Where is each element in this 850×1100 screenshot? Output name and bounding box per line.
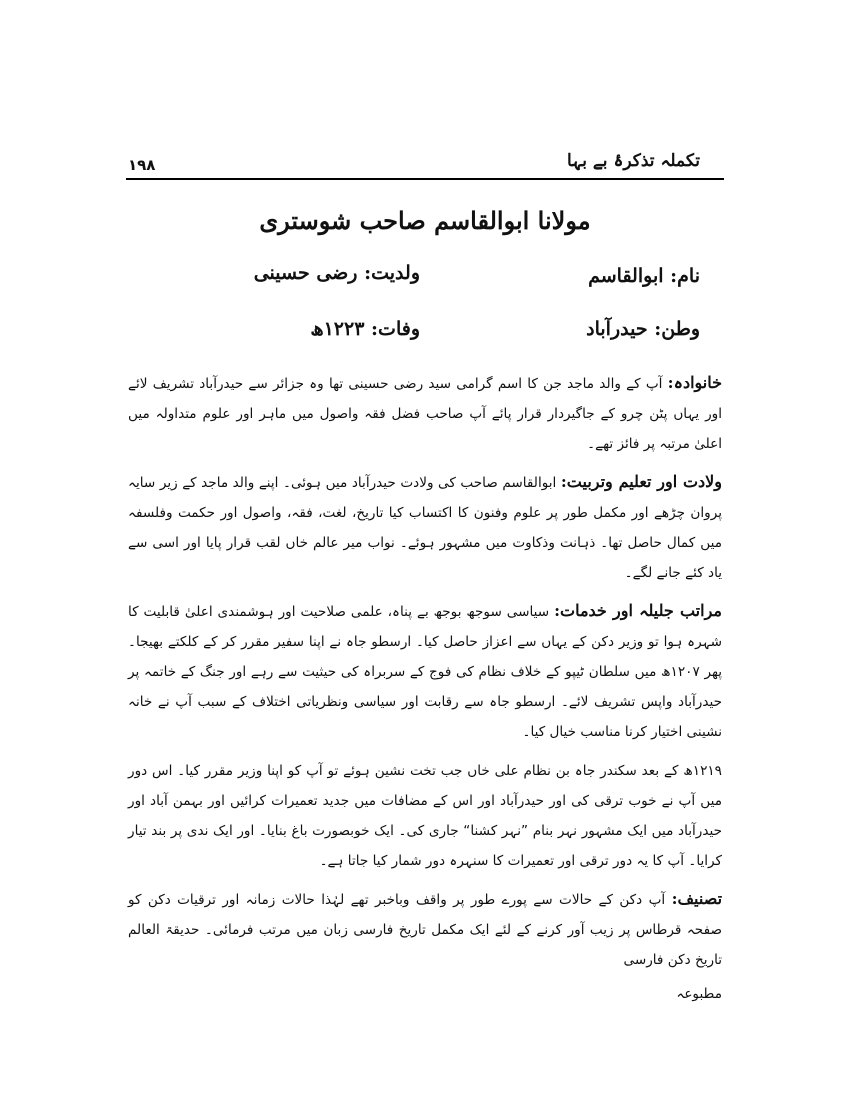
page-title: مولانا ابوالقاسم صاحب شوستری	[259, 206, 591, 235]
section-works	[128, 884, 722, 975]
running-header: تکملہ تذکرۂ بے بہا	[567, 151, 700, 171]
name-label: نام:	[670, 265, 700, 287]
home-value: حیدرآباد	[586, 318, 648, 340]
father-label: ولدیت:	[364, 262, 420, 284]
death-field	[310, 318, 420, 340]
section-text: ۱۲۱۹ھ کے بعد سکندر جاہ بن نظام علی خاں جب تخت نشین ہوئے تو آپ کو اپنا وزیر مقرر کیا۔ اس دور میں آپ نے خوب ترقی کی اور حیدرآباد اور اس کے مضافات میں جدید تعمیرات کرائیں اور بہمن آباد اور حیدرآباد میں ایک مشہور نہر بنام ”نہر کشنا“ جاری کی۔ ایک خوبصورت باغ بنایا۔ اور ایک ندی پر بند تیار کرایا۔ آپ کا یہ دور ترقی اور تعمیرات کا سنہرہ دور شمار کیا جاتا ہے۔	[128, 763, 722, 869]
name-value: ابوالقاسم	[588, 265, 664, 287]
section-text: آپ کے والد ماجد جن کا اسم گرامی سید رضی حسینی تھا وہ جزائر سے حیدرآباد تشریف لائے اور یہاں پٹن چرو کے جاگیردار قرار پائے آپ صاحب فضل فقہ واصول میں ماہر اور علوم متداولہ میں اعلیٰ مرتبہ پر فائز تھے۔	[128, 376, 722, 452]
closing-line: مطبوعہ	[676, 986, 722, 1002]
section-text: آپ دکن کے حالات سے پورے طور پر واقف وباخبر تھے لہٰذا حالات زمانہ اور ترقیات دکن کو صفحہ قرطاس پر زیب آور کرنے کے لئے ایک مکمل تاریخ فارسی زبان میں مرتب فرمائی۔ حدیقۃ العالم تاریخ دکن فارسی	[128, 892, 722, 968]
body-text	[128, 368, 722, 1017]
section-ministry	[128, 755, 722, 876]
section-family	[128, 368, 722, 459]
section-heading: خانوادہ:	[667, 373, 722, 392]
death-value: ۱۲۲۳ھ	[310, 318, 365, 340]
section-birth-education	[128, 467, 722, 588]
section-heading: مراتب جلیلہ اور خدمات:	[554, 601, 722, 620]
section-heading: تصنیف:	[671, 889, 723, 908]
name-field	[588, 265, 700, 287]
section-heading: ولادت اور تعلیم وتربیت:	[560, 472, 723, 491]
section-text: ابوالقاسم صاحب کی ولادت حیدرآباد میں ہوئی۔ اپنے والد ماجد کے زیر سایہ پروان چڑھے اور مکمل طور پر علوم وفنون کا اکتساب کیا تاریخ، لغت، فقہ، واصول اور حکمت وفلسفہ میں کمال حاصل تھا۔ ذہانت وذکاوت میں مشہور ہوئے۔ نواب میر عالم خاں لقب قرار پایا اور اسی سے یاد کئے جانے لگے۔	[128, 475, 722, 581]
page-number: ۱۹۸	[128, 156, 156, 174]
home-field	[586, 318, 700, 340]
header-rule	[126, 178, 724, 180]
section-text: سیاسی سوجھ بوجھ بے پناہ، علمی صلاحیت اور ہوشمندی اعلیٰ قابلیت کا شہرہ ہوا تو وزیر دکن کے یہاں سے اعزاز حاصل کیا۔ ارسطو جاہ نے اپنا سفیر مقرر کر کے کلکتے بھیجا۔ پھر ۱۲۰۷ھ میں سلطان ٹیپو کے خلاف نظام کی فوج کے سربراہ کی حیثیت سے رہے اور جنگ کے خاتمہ پر حیدرآباد واپس تشریف لائے۔ ارسطو جاہ سے رقابت اور سیاسی ونظریاتی اختلاف کے سبب آپ نے خانہ نشینی اختیار کرنا مناسب خیال کیا۔	[128, 604, 722, 740]
father-field	[254, 262, 420, 284]
death-label: وفات:	[371, 318, 420, 340]
section-services	[128, 596, 722, 747]
father-value: رضی حسینی	[253, 262, 358, 284]
home-label: وطن:	[654, 318, 700, 340]
